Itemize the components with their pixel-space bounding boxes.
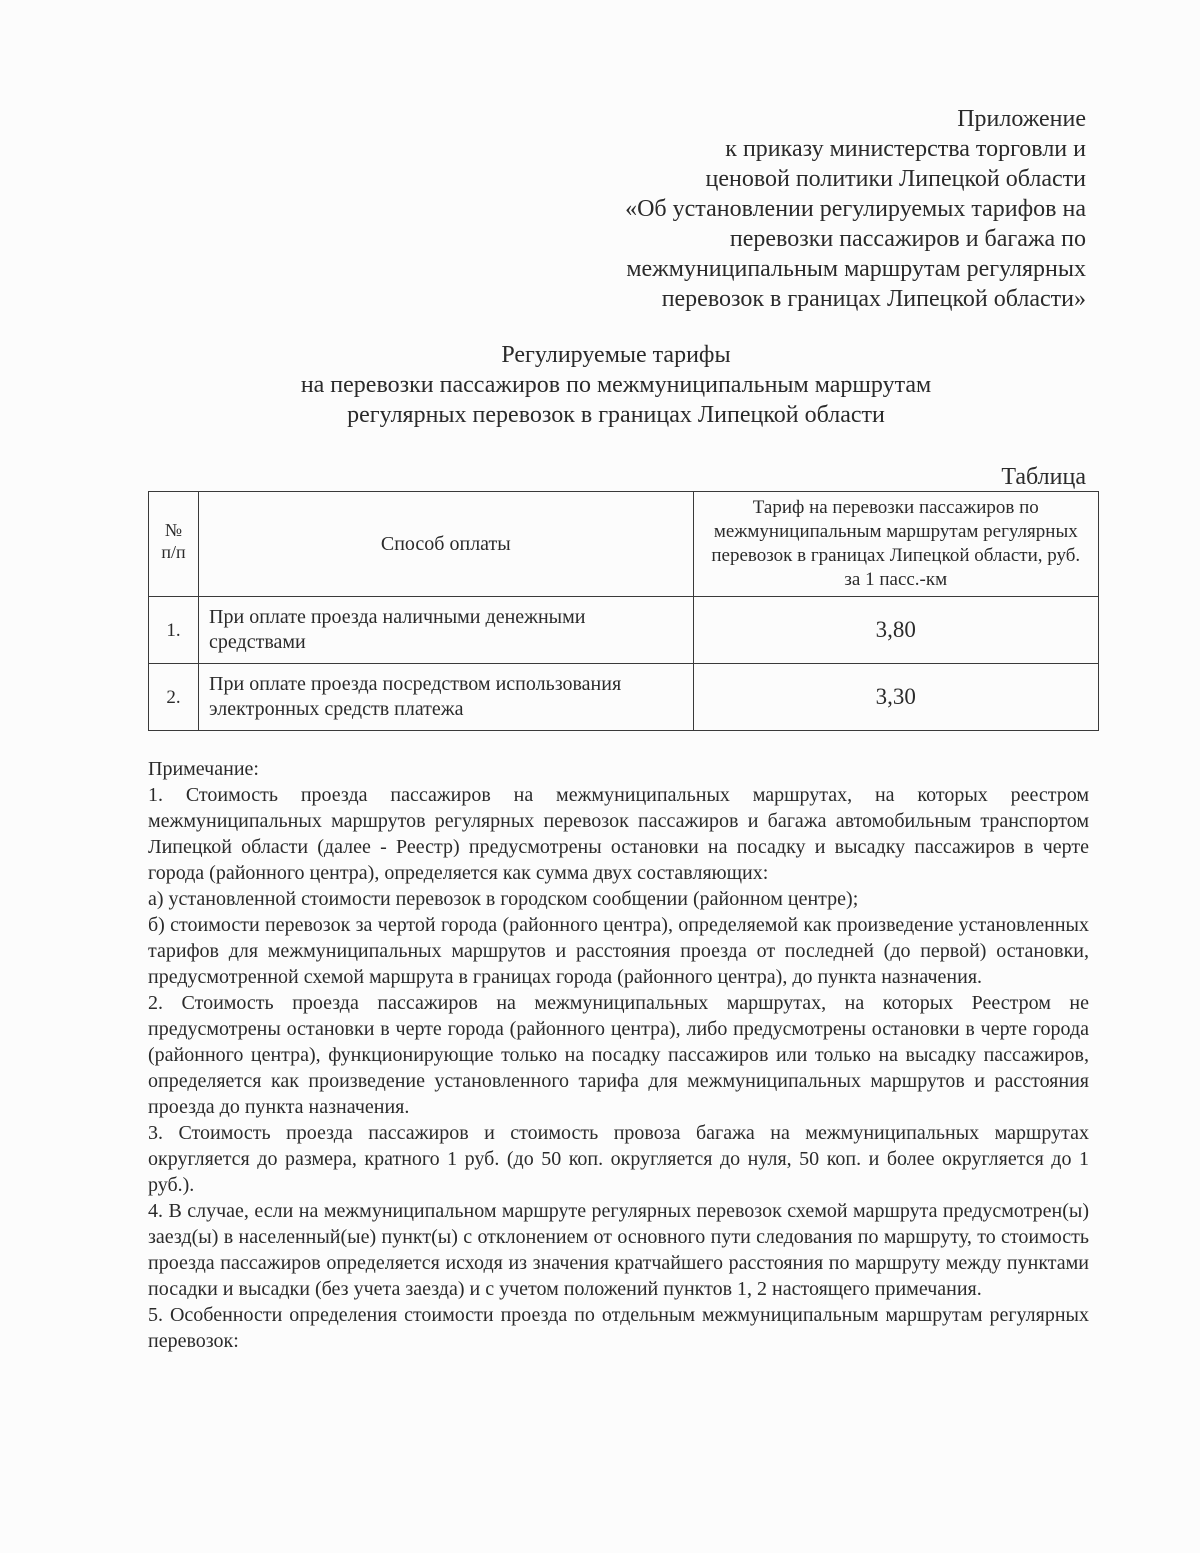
note-item: 1. Стоимость проезда пассажиров на межмуниципальных маршрутах, на которых реестром межмуниципальных маршрутов регулярных перевозок пассажиров и багажа автомобильным транспортом Липецкой области (далее - Реестр) предусмотрены остановки на посадку и высадку пассажиров в черте города (районного центра), определяется как сумма двух составляющих: [148,784,1089,884]
table-header-row [149,492,1099,597]
row-number: 2. [149,664,199,731]
note-item: 2. Стоимость проезда пассажиров на межмуниципальных маршрутах, на которых Реестром не предусмотрены остановки в черте города (районного центра), либо предусмотрены остановки в черте города (районного центра), функционирующие только на посадку пассажиров или только на высадку пассажиров, определяется как произведение установленного тарифа для межмуниципальных маршрутов и расстояния проезда до пункта назначения. [148,992,1089,1118]
row-number: 1. [149,597,199,664]
note-item: а) установленной стоимости перевозок в городском сообщении (районном центре); [148,888,859,910]
header-number-abbr: п/п [161,542,186,562]
table-row [149,664,1099,731]
note-item: б) стоимости перевозок за чертой города (районного центра), определяемой как произведение установленных тарифов для межмуниципальных маршрутов и расстояния проезда от последней (до первой) остановки, предусмотренной схемой маршрута в границах города (районного центра), до пункта назначения. [148,914,1089,988]
appendix-line: перевозки пассажиров и багажа по [729,226,1086,252]
title-line: Регулируемые тарифы [501,342,731,368]
appendix-line: межмуниципальным маршрутам регулярных [626,256,1086,282]
header-number-symbol: № [164,520,183,540]
header-number [149,492,199,597]
row-tariff-value: 3,30 [693,664,1098,731]
appendix-line: Приложение [957,106,1086,132]
appendix-line: к приказу министерства торговли и [725,136,1086,162]
appendix-line: «Об установлении регулируемых тарифов на [625,196,1086,222]
table-caption: Таблица [1001,464,1086,490]
notes-section [148,756,1089,1354]
table-row [149,597,1099,664]
header-payment-method: Способ оплаты [199,492,694,597]
row-tariff-value: 3,80 [693,597,1098,664]
title-line: регулярных перевозок в границах Липецкой области [347,402,885,428]
tariff-table [148,491,1099,731]
header-tariff: Тариф на перевозки пассажиров по межмуниципальным маршрутам регулярных перевозок в границах Липецкой области, руб. за 1 пасс.-км [693,492,1098,597]
notes-title: Примечание: [148,758,259,780]
note-item: 3. Стоимость проезда пассажиров и стоимость провоза багажа на межмуниципальных маршрутах округляется до размера, кратного 1 руб. (до 50 коп. округляется до нуля, 50 коп. и более округляется до 1 руб.). [148,1122,1089,1196]
note-item: 5. Особенности определения стоимости проезда по отдельным межмуниципальным маршрутам регулярных перевозок: [148,1304,1089,1352]
row-payment-method: При оплате проезда посредством использования электронных средств платежа [199,664,694,731]
appendix-header [625,104,1086,314]
appendix-line: ценовой политики Липецкой области [705,166,1086,192]
title-line: на перевозки пассажиров по межмуниципальным маршрутам [300,372,932,398]
note-item: 4. В случае, если на межмуниципальном маршруте регулярных перевозок схемой маршрута предусмотрен(ы) заезд(ы) в населенный(ые) пункт(ы) с отклонением от основного пути следования по маршруту, то стоимость проезда пассажиров определяется исходя из значения кратчайшего расстояния по маршруту между пунктами посадки и высадки (без учета заезда) и с учетом положений пунктов 1, 2 настоящего примечания. [148,1200,1089,1300]
row-payment-method: При оплате проезда наличными денежными средствами [199,597,694,664]
appendix-line: перевозок в границах Липецкой области» [661,286,1086,312]
document-title [0,340,1200,430]
